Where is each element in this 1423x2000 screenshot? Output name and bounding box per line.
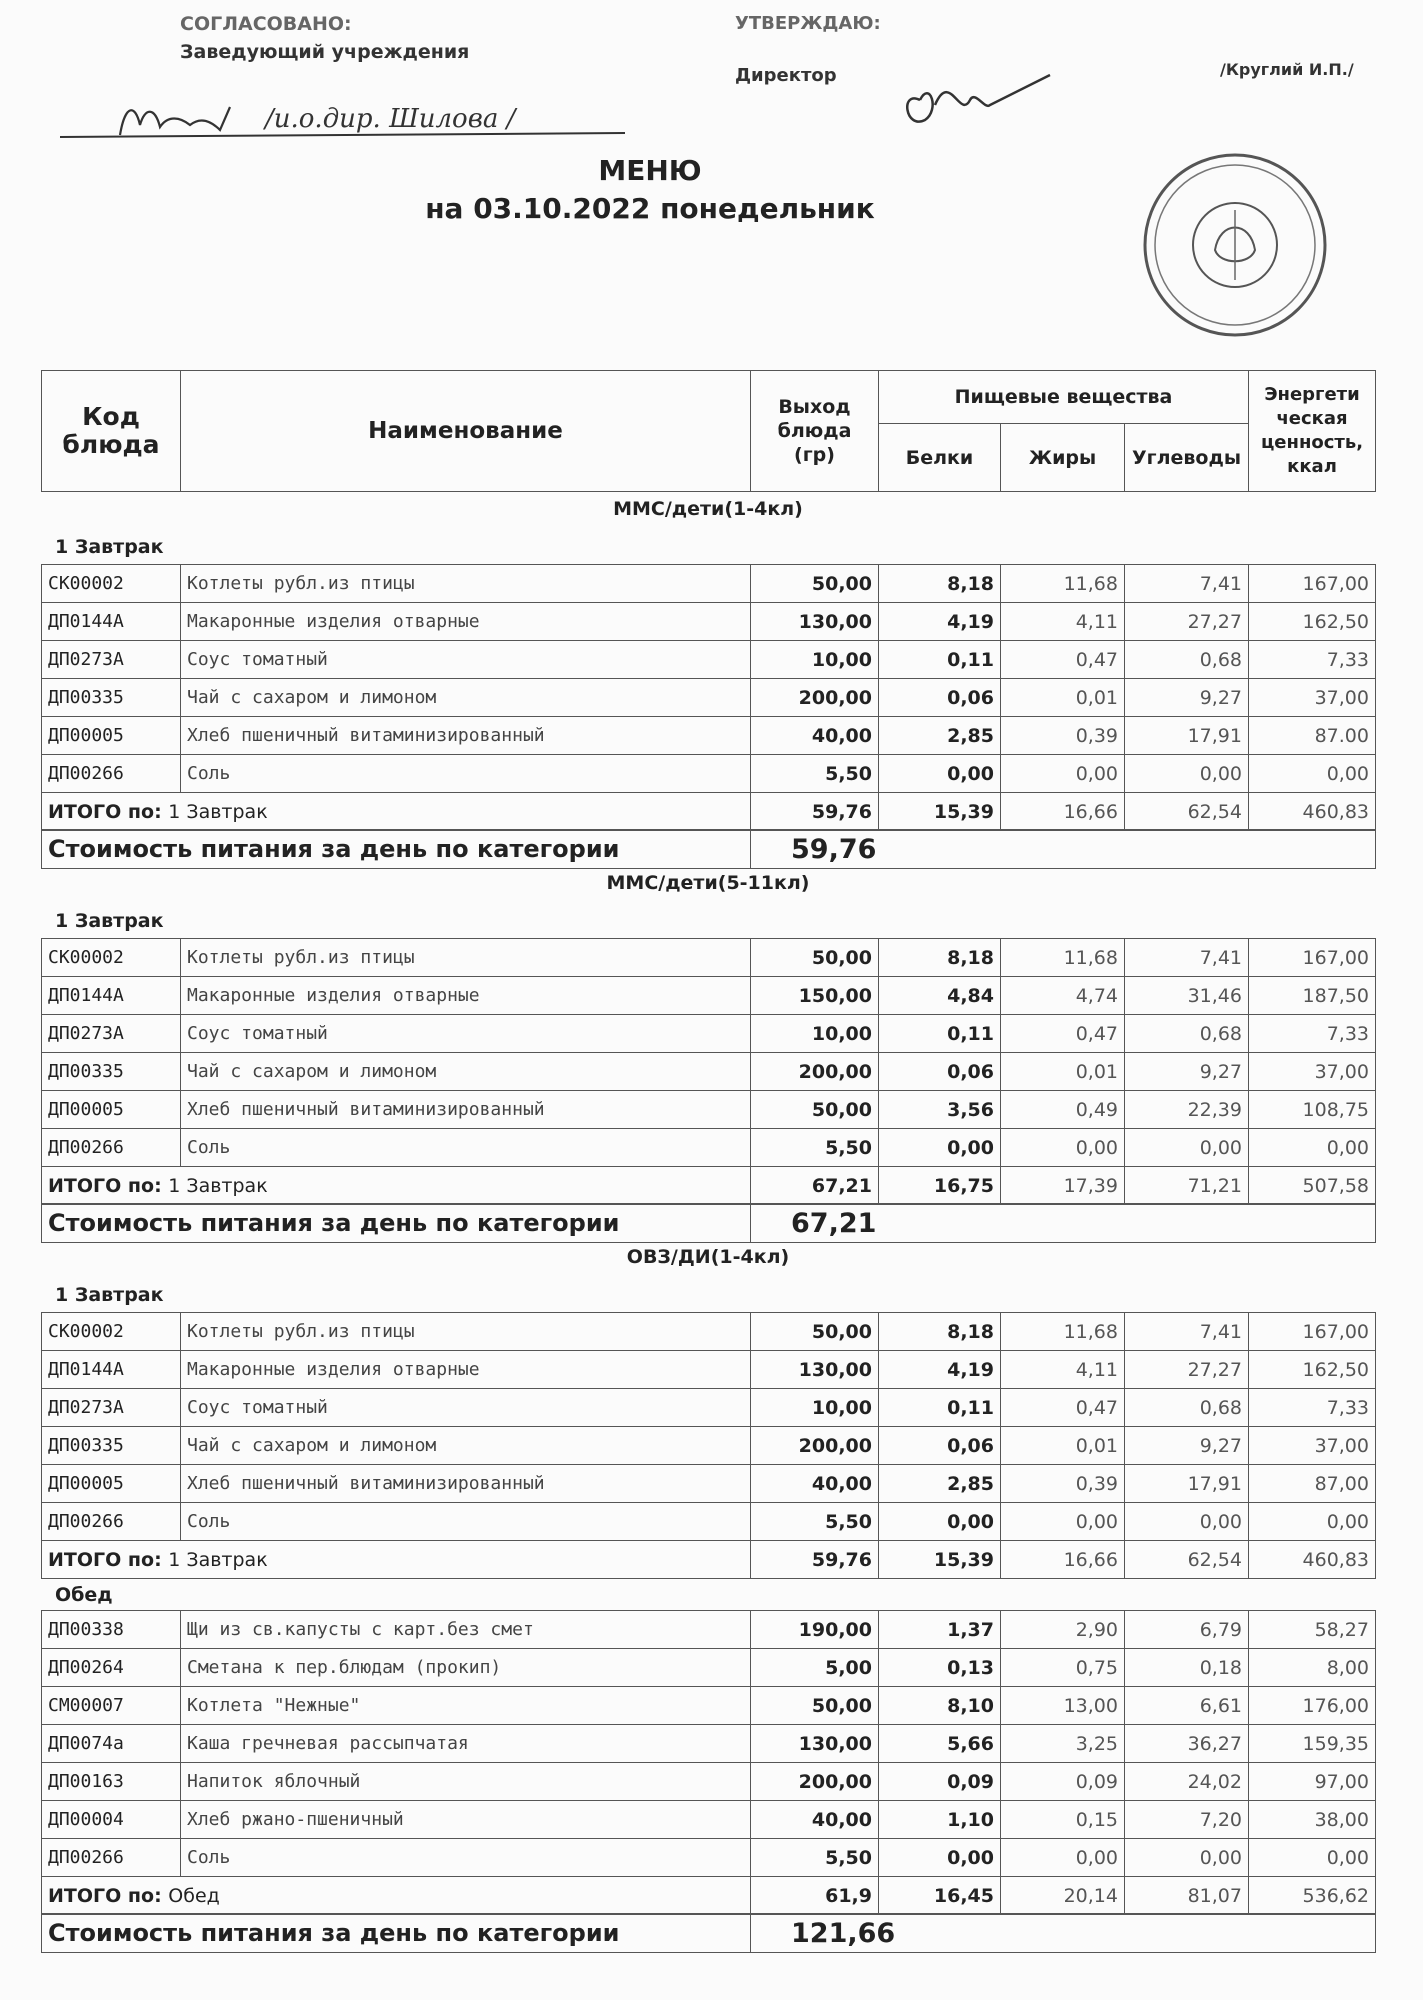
title-line1: МЕНЮ [598,154,702,187]
dish-yield: 50,00 [751,1687,879,1725]
total-fat: 16,66 [1001,1541,1125,1579]
dish-energy: 37,00 [1249,1053,1376,1091]
dish-fat: 0,00 [1001,1129,1125,1167]
dish-protein: 0,11 [879,1015,1001,1053]
dish-carbs: 0,68 [1125,1015,1249,1053]
cost-row [41,1913,1376,1953]
dish-yield: 50,00 [751,939,879,977]
dish-energy: 162,50 [1249,603,1376,641]
dish-code: ДП0273А [42,641,181,679]
dish-fat: 4,11 [1001,1351,1125,1389]
table-row [42,1763,1376,1801]
dish-protein: 3,56 [879,1091,1001,1129]
dish-name: Соус томатный [181,1015,751,1053]
dish-yield: 150,00 [751,977,879,1015]
official-seal [1140,150,1330,340]
dish-protein: 0,00 [879,1839,1001,1877]
dish-energy: 167,00 [1249,565,1376,603]
dish-carbs: 31,46 [1125,977,1249,1015]
dish-energy: 58,27 [1249,1611,1376,1649]
dish-code: ДП00335 [42,1053,181,1091]
dish-code: СМ00007 [42,1687,181,1725]
dish-code: ДП00266 [42,1839,181,1877]
dish-code: СК00002 [42,1313,181,1351]
dish-yield: 5,50 [751,755,879,793]
table-row [42,717,1376,755]
total-prefix: ИТОГО по: [48,800,169,823]
agreed-block [180,10,469,66]
dish-yield: 5,50 [751,1503,879,1541]
total-label [42,1877,751,1915]
dish-energy: 187,50 [1249,977,1376,1015]
dish-carbs: 7,20 [1125,1801,1249,1839]
agreed-label: СОГЛАСОВАНО: [180,13,352,35]
dish-yield: 40,00 [751,1801,879,1839]
dish-carbs: 0,00 [1125,1839,1249,1877]
dish-yield: 130,00 [751,1725,879,1763]
col-yield: Выход блюда (гр) [751,371,879,492]
dish-code: ДП00264 [42,1649,181,1687]
dish-code: ДП00335 [42,679,181,717]
dish-code: ДП00338 [42,1611,181,1649]
total-protein: 15,39 [879,793,1001,831]
dish-fat: 0,09 [1001,1763,1125,1801]
col-energy: Энергети ческая ценность, ккал [1249,371,1376,492]
total-prefix: ИТОГО по: [48,1548,169,1571]
dish-code: ДП00005 [42,1465,181,1503]
meal-table [41,1312,1376,1579]
dish-name: Котлеты рубл.из птицы [181,939,751,977]
dish-yield: 200,00 [751,1427,879,1465]
dish-fat: 0,00 [1001,1503,1125,1541]
table-row [42,1351,1376,1389]
total-energy: 536,62 [1249,1877,1376,1915]
dish-carbs: 0,68 [1125,1389,1249,1427]
dish-code: ДП0144А [42,977,181,1015]
dish-name: Чай с сахаром и лимоном [181,1053,751,1091]
dish-carbs: 36,27 [1125,1725,1249,1763]
dish-code: ДП0074а [42,1725,181,1763]
dish-yield: 10,00 [751,1015,879,1053]
dish-yield: 40,00 [751,717,879,755]
dish-name: Хлеб пшеничный витаминизированный [181,1091,751,1129]
cost-label: Стоимость питания за день по категории [42,1914,751,1953]
dish-name: Каша гречневая рассыпчатая [181,1725,751,1763]
dish-energy: 0,00 [1249,1503,1376,1541]
dish-code: ДП00005 [42,1091,181,1129]
table-row [42,1649,1376,1687]
dish-fat: 0,49 [1001,1091,1125,1129]
dish-name: Котлета "Нежные" [181,1687,751,1725]
agreed-signature-text: /и.о.дир. Шилова / [265,104,516,134]
total-yield: 59,76 [751,1541,879,1579]
dish-fat: 2,90 [1001,1611,1125,1649]
dish-name: Соль [181,1129,751,1167]
dish-energy: 0,00 [1249,1839,1376,1877]
dish-fat: 0,47 [1001,1389,1125,1427]
dish-carbs: 9,27 [1125,1053,1249,1091]
col-fat: Жиры [1001,424,1125,492]
dish-energy: 7,33 [1249,1015,1376,1053]
dish-carbs: 0,00 [1125,755,1249,793]
total-row [42,1877,1376,1915]
dish-name: Макаронные изделия отварные [181,603,751,641]
dish-name: Напиток яблочный [181,1763,751,1801]
cost-label: Стоимость питания за день по категории [42,830,751,869]
dish-protein: 0,11 [879,1389,1001,1427]
total-prefix: ИТОГО по: [48,1884,169,1907]
dish-carbs: 27,27 [1125,603,1249,641]
dish-code: ДП0273А [42,1015,181,1053]
table-row [42,1427,1376,1465]
total-prefix: ИТОГО по: [48,1174,169,1197]
dish-fat: 0,47 [1001,641,1125,679]
dish-carbs: 24,02 [1125,1763,1249,1801]
dish-carbs: 7,41 [1125,1313,1249,1351]
cost-label: Стоимость питания за день по категории [42,1204,751,1243]
category-title: ММС/дети(1-4кл) [613,498,803,520]
col-code: Код блюда [42,371,181,492]
approved-label: УТВЕРЖДАЮ: [735,13,881,34]
table-row [42,1053,1376,1091]
dish-energy: 37,00 [1249,679,1376,717]
dish-code: ДП0144А [42,603,181,641]
meal-table [41,938,1376,1205]
dish-yield: 40,00 [751,1465,879,1503]
total-yield: 59,76 [751,793,879,831]
dish-fat: 0,01 [1001,679,1125,717]
dish-protein: 0,00 [879,1503,1001,1541]
dish-code: ДП0273А [42,1389,181,1427]
col-carbs: Углеводы [1125,424,1249,492]
table-row [42,1801,1376,1839]
dish-carbs: 7,41 [1125,939,1249,977]
total-protein: 16,75 [879,1167,1001,1205]
total-carbs: 71,21 [1125,1167,1249,1205]
dish-code: ДП00266 [42,1503,181,1541]
table-row [42,1687,1376,1725]
dish-fat: 0,75 [1001,1649,1125,1687]
table-row [42,977,1376,1015]
dish-code: ДП0144А [42,1351,181,1389]
dish-energy: 176,00 [1249,1687,1376,1725]
approved-position: Директор [735,65,837,86]
column-header-table [41,370,1376,492]
dish-name: Макаронные изделия отварные [181,977,751,1015]
table-row [42,1129,1376,1167]
table-row [42,939,1376,977]
dish-protein: 4,84 [879,977,1001,1015]
total-meal: 1 Завтрак [168,1174,268,1197]
dish-code: ДП00004 [42,1801,181,1839]
dish-name: Хлеб пшеничный витаминизированный [181,1465,751,1503]
dish-protein: 5,66 [879,1725,1001,1763]
dish-carbs: 0,18 [1125,1649,1249,1687]
col-name: Наименование [181,371,751,492]
cost-value: 121,66 [751,1914,1376,1953]
dish-energy: 87.00 [1249,717,1376,755]
dish-name: Соль [181,1839,751,1877]
total-yield: 61,9 [751,1877,879,1915]
dish-protein: 0,09 [879,1763,1001,1801]
total-row [42,1541,1376,1579]
total-label [42,1167,751,1205]
dish-carbs: 0,68 [1125,641,1249,679]
table-row [42,1091,1376,1129]
dish-code: ДП00266 [42,1129,181,1167]
dish-yield: 50,00 [751,565,879,603]
dish-protein: 0,06 [879,1053,1001,1091]
total-row [42,1167,1376,1205]
dish-yield: 50,00 [751,1313,879,1351]
dish-yield: 200,00 [751,1053,879,1091]
dish-yield: 130,00 [751,603,879,641]
dish-yield: 50,00 [751,1091,879,1129]
dish-energy: 167,00 [1249,939,1376,977]
dish-fat: 0,00 [1001,755,1125,793]
dish-energy: 97,00 [1249,1763,1376,1801]
dish-protein: 8,18 [879,939,1001,977]
dish-fat: 4,11 [1001,603,1125,641]
total-yield: 67,21 [751,1167,879,1205]
total-carbs: 81,07 [1125,1877,1249,1915]
dish-yield: 5,50 [751,1839,879,1877]
dish-yield: 190,00 [751,1611,879,1649]
dish-energy: 87,00 [1249,1465,1376,1503]
dish-fat: 3,25 [1001,1725,1125,1763]
table-row [42,1465,1376,1503]
dish-code: СК00002 [42,565,181,603]
dish-fat: 0,01 [1001,1427,1125,1465]
dish-energy: 38,00 [1249,1801,1376,1839]
total-fat: 17,39 [1001,1167,1125,1205]
dish-name: Соус томатный [181,1389,751,1427]
dish-name: Хлеб пшеничный витаминизированный [181,717,751,755]
table-row [42,755,1376,793]
title-line2: на 03.10.2022 понедельник [425,192,875,225]
dish-fat: 0,00 [1001,1839,1125,1877]
approved-block [735,10,881,90]
total-meal: 1 Завтрак [168,1548,268,1571]
table-row [42,603,1376,641]
dish-carbs: 9,27 [1125,679,1249,717]
dish-carbs: 17,91 [1125,717,1249,755]
dish-name: Соус томатный [181,641,751,679]
dish-carbs: 22,39 [1125,1091,1249,1129]
total-meal: Обед [168,1884,220,1907]
dish-carbs: 6,79 [1125,1611,1249,1649]
total-energy: 460,83 [1249,793,1376,831]
meal-table [41,1610,1376,1915]
dish-carbs: 9,27 [1125,1427,1249,1465]
dish-name: Котлеты рубл.из птицы [181,565,751,603]
meal-title: Обед [55,1584,113,1606]
total-label [42,793,751,831]
dish-protein: 2,85 [879,717,1001,755]
table-row [42,1313,1376,1351]
dish-energy: 162,50 [1249,1351,1376,1389]
cost-row [41,829,1376,869]
dish-energy: 37,00 [1249,1427,1376,1465]
total-energy: 460,83 [1249,1541,1376,1579]
table-row [42,565,1376,603]
dish-name: Макаронные изделия отварные [181,1351,751,1389]
total-protein: 16,45 [879,1877,1001,1915]
dish-energy: 7,33 [1249,1389,1376,1427]
dish-carbs: 0,00 [1125,1503,1249,1541]
table-row [42,1839,1376,1877]
dish-carbs: 0,00 [1125,1129,1249,1167]
dish-name: Щи из св.капусты с карт.без смет [181,1611,751,1649]
table-row [42,1389,1376,1427]
col-nutrients: Пищевые вещества [879,371,1249,424]
dish-carbs: 7,41 [1125,565,1249,603]
dish-protein: 0,06 [879,679,1001,717]
dish-protein: 1,37 [879,1611,1001,1649]
dish-name: Котлеты рубл.из птицы [181,1313,751,1351]
dish-name: Соль [181,1503,751,1541]
approved-name: /Круглий И.П./ [1220,60,1354,79]
dish-code: ДП00335 [42,1427,181,1465]
cost-value: 67,21 [751,1204,1376,1243]
dish-code: ДП00266 [42,755,181,793]
total-meal: 1 Завтрак [168,800,268,823]
table-row [42,641,1376,679]
meal-title: 1 Завтрак [55,1284,164,1306]
dish-protein: 1,10 [879,1801,1001,1839]
dish-code: СК00002 [42,939,181,977]
table-row [42,1503,1376,1541]
dish-protein: 0,06 [879,1427,1001,1465]
total-label [42,1541,751,1579]
dish-energy: 8,00 [1249,1649,1376,1687]
dish-name: Соль [181,755,751,793]
dish-carbs: 27,27 [1125,1351,1249,1389]
dish-yield: 200,00 [751,679,879,717]
agreed-position: Заведующий учреждения [180,41,470,63]
table-row [42,1725,1376,1763]
dish-name: Сметана к пер.блюдам (прокип) [181,1649,751,1687]
total-fat: 16,66 [1001,793,1125,831]
total-row [42,793,1376,831]
table-row [42,1611,1376,1649]
total-protein: 15,39 [879,1541,1001,1579]
dish-yield: 10,00 [751,1389,879,1427]
director-signature [890,60,1070,140]
dish-protein: 8,18 [879,1313,1001,1351]
col-protein: Белки [879,424,1001,492]
dish-fat: 11,68 [1001,939,1125,977]
category-title: ММС/дети(5-11кл) [606,872,810,894]
dish-carbs: 6,61 [1125,1687,1249,1725]
dish-yield: 130,00 [751,1351,879,1389]
dish-fat: 0,01 [1001,1053,1125,1091]
total-carbs: 62,54 [1125,793,1249,831]
dish-fat: 0,47 [1001,1015,1125,1053]
total-fat: 20,14 [1001,1877,1125,1915]
dish-yield: 200,00 [751,1763,879,1801]
dish-energy: 108,75 [1249,1091,1376,1129]
dish-carbs: 17,91 [1125,1465,1249,1503]
dish-protein: 4,19 [879,1351,1001,1389]
page-title [400,152,900,228]
dish-protein: 0,00 [879,1129,1001,1167]
cost-row [41,1203,1376,1243]
table-row [42,679,1376,717]
dish-fat: 11,68 [1001,1313,1125,1351]
dish-code: ДП00005 [42,717,181,755]
dish-fat: 4,74 [1001,977,1125,1015]
meal-title: 1 Завтрак [55,910,164,932]
dish-yield: 5,50 [751,1129,879,1167]
total-energy: 507,58 [1249,1167,1376,1205]
table-row [42,1015,1376,1053]
dish-protein: 2,85 [879,1465,1001,1503]
dish-name: Хлеб ржано-пшеничный [181,1801,751,1839]
dish-energy: 0,00 [1249,1129,1376,1167]
dish-fat: 0,15 [1001,1801,1125,1839]
dish-name: Чай с сахаром и лимоном [181,1427,751,1465]
dish-fat: 11,68 [1001,565,1125,603]
agreed-signature [50,95,630,145]
dish-energy: 7,33 [1249,641,1376,679]
dish-protein: 0,13 [879,1649,1001,1687]
dish-energy: 0,00 [1249,755,1376,793]
dish-fat: 0,39 [1001,1465,1125,1503]
dish-code: ДП00163 [42,1763,181,1801]
dish-yield: 5,00 [751,1649,879,1687]
meal-title: 1 Завтрак [55,536,164,558]
cost-value: 59,76 [751,830,1376,869]
dish-fat: 0,39 [1001,717,1125,755]
total-carbs: 62,54 [1125,1541,1249,1579]
dish-energy: 159,35 [1249,1725,1376,1763]
dish-protein: 8,18 [879,565,1001,603]
meal-table [41,564,1376,831]
dish-protein: 0,11 [879,641,1001,679]
dish-energy: 167,00 [1249,1313,1376,1351]
dish-fat: 13,00 [1001,1687,1125,1725]
dish-name: Чай с сахаром и лимоном [181,679,751,717]
dish-protein: 4,19 [879,603,1001,641]
dish-protein: 8,10 [879,1687,1001,1725]
dish-yield: 10,00 [751,641,879,679]
dish-protein: 0,00 [879,755,1001,793]
category-title: ОВЗ/ДИ(1-4кл) [626,1246,790,1268]
